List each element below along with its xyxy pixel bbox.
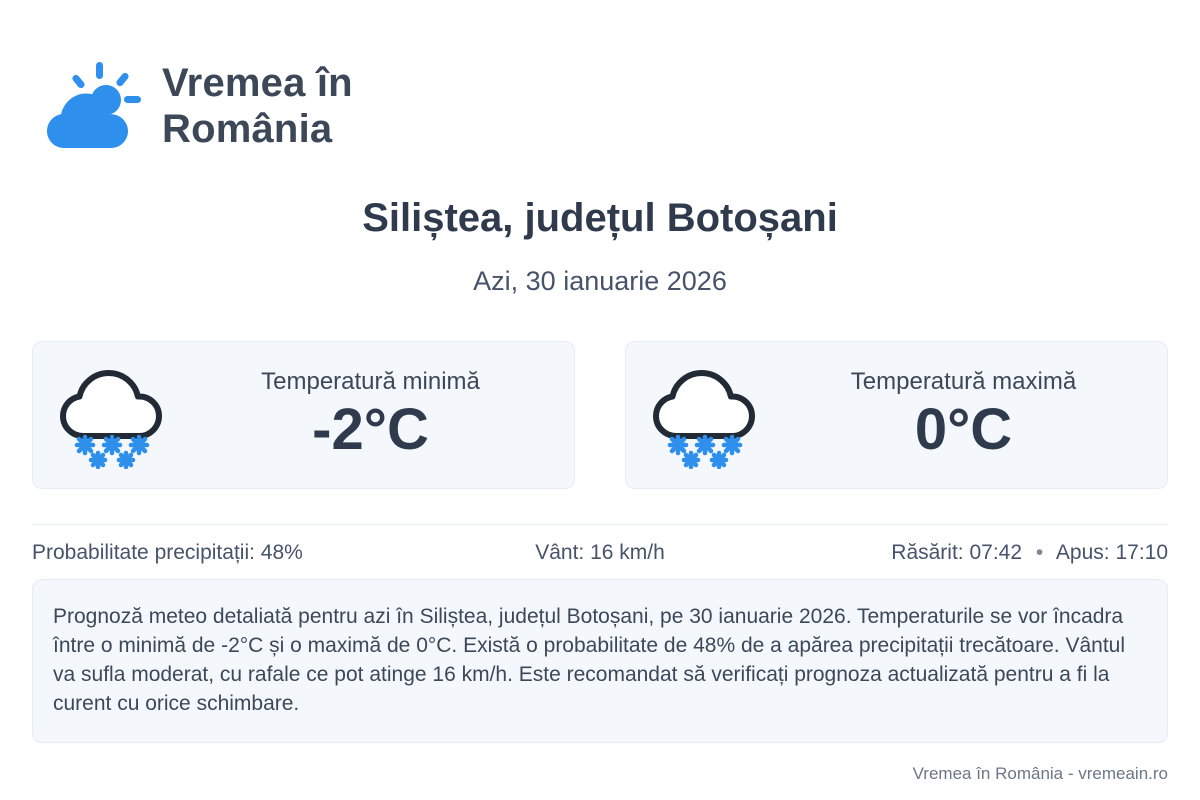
weather-details-row	[32, 524, 1168, 581]
footer-credit: Vremea în România - vremeain.ro	[912, 764, 1168, 783]
min-temperature-value: -2°C	[312, 397, 429, 462]
max-temperature-label: Temperatură maximă	[850, 368, 1077, 395]
precipitation-probability: Probabilitate precipitații: 48%	[32, 541, 303, 564]
page-title: Siliștea, județul Botoșani	[362, 196, 838, 240]
sunrise-time: Răsărit: 07:42	[891, 541, 1023, 564]
max-temperature-value: 0°C	[914, 397, 1013, 462]
brand-header	[36, 52, 462, 160]
sun-times-separator: •	[1035, 541, 1044, 564]
min-temperature-card	[32, 341, 575, 489]
sun-times	[789, 541, 1168, 565]
min-temperature-label: Temperatură minimă	[261, 368, 480, 395]
temperature-cards	[32, 341, 1168, 489]
brand-title: Vremea în România	[162, 61, 353, 151]
max-temperature-card	[625, 341, 1168, 489]
forecast-description: Prognoză meteo detaliată pentru azi în Siliștea, județul Botoșani, pe 30 ianuarie 2026. Temperaturile se vor încadra între o minimă de -2°C și o maximă de 0°C. Există o probabilitate de 48% de a apărea precipitații trecătoare. Vântul va sufla moderat, cu rafale ce pot atinge 16 km/h. Este recomandat să verificați prognoza actualizată pentru a fi la curent cu orice schimbare.	[32, 579, 1168, 743]
snow-cloud-icon	[47, 361, 177, 469]
max-temperature-text	[774, 368, 1153, 462]
snow-cloud-icon	[640, 361, 770, 469]
sunset-time: Apus: 17:10	[1055, 541, 1169, 564]
wind-speed: Vânt: 16 km/h	[535, 541, 665, 564]
sun-cloud-icon	[36, 52, 144, 160]
min-temperature-text	[181, 368, 560, 462]
page-date: Azi, 30 ianuarie 2026	[473, 266, 727, 296]
